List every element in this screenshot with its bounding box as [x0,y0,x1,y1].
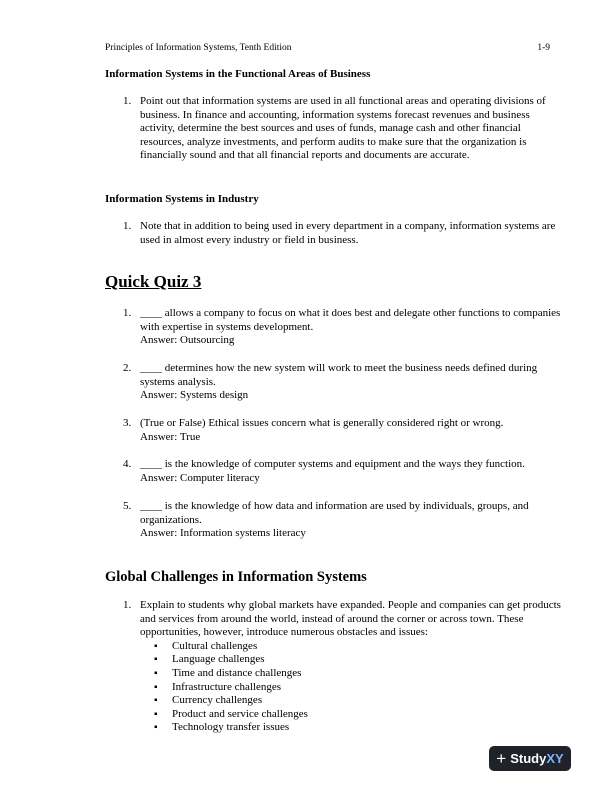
item-number: 1. [123,220,132,232]
question-text: ____ determines how the new system will work to meet the business needs defined during systems analysis. [140,362,538,388]
bullet-item: ▪ Cultural challenges [152,640,565,654]
quiz-question-5 [105,500,565,541]
question-number: 5. [123,500,132,512]
quiz-question-1 [105,307,565,348]
question-number: 3. [123,417,132,429]
page-header [105,43,550,53]
bullet-item: ▪ Technology transfer issues [152,721,565,735]
section-heading-industry: Information Systems in Industry [105,193,259,205]
question-text: (True or False) Ethical issues concern what is generally considered right or wrong. [140,417,504,429]
industry-list [105,220,565,247]
question-text: ____ is the knowledge of how data and information are used by individuals, groups, and organizations. [140,500,529,526]
list-item [105,95,565,163]
section-heading-global-challenges: Global Challenges in Information Systems [105,569,367,585]
functional-areas-list [105,95,565,163]
question-text: ____ is the knowledge of computer systems and equipment and the ways they function. [140,458,525,470]
item-text: Point out that information systems are used in all functional areas and operating divisions of business. In finance and accounting, information systems forecast revenues and business activity, determine the best sources and uses of funds, manage cash and other financial resources, analyze investments, and perform audits to make sure that the organization is financially sound and that all financial reports and documents are accurate. [140,95,546,162]
question-number: 4. [123,458,132,470]
question-number: 1. [123,307,132,319]
answer-text: Answer: True [140,430,201,443]
section-heading-functional-areas: Information Systems in the Functional Areas of Business [105,68,371,80]
question-text: ____ allows a company to focus on what it does best and delegate other functions to companies with expertise in systems development. [140,307,561,333]
global-challenges-list [105,599,565,735]
quiz-question-2 [105,362,565,403]
quiz-question-4 [105,458,565,485]
answer-text: Answer: Information systems literacy [140,527,306,540]
bullet-item: ▪ Infrastructure challenges [152,681,565,695]
list-item [105,599,565,735]
item-number: 1. [123,599,132,611]
question-number: 2. [123,362,132,374]
plus-icon: + [496,749,507,768]
logo-text: StudyXY [510,751,564,766]
item-number: 1. [123,95,132,107]
item-text: Note that in addition to being used in every department in a company, information systems are used in almost every industry or field in business. [140,220,556,246]
item-text: Explain to students why global markets have expanded. People and companies can get products and services from around the world, instead of around the corner or across town. These opportunities, however, introduce numerous obstacles and issues: [140,599,561,639]
quiz-question-3 [105,417,565,444]
challenge-bullet-list [140,640,565,735]
page-number: 1-9 [537,43,550,53]
quiz-title: Quick Quiz 3 [105,272,202,291]
bullet-item: ▪ Time and distance challenges [152,667,565,681]
bullet-item: ▪ Product and service challenges [152,708,565,722]
answer-text: Answer: Outsourcing [140,334,235,347]
answer-text: Answer: Systems design [140,389,249,402]
studyxy-logo[interactable] [489,746,571,771]
answer-text: Answer: Computer literacy [140,471,260,484]
book-title: Principles of Information Systems, Tenth Edition [105,43,292,53]
bullet-item: ▪ Language challenges [152,653,565,667]
bullet-item: ▪ Currency challenges [152,694,565,708]
list-item [105,220,565,247]
